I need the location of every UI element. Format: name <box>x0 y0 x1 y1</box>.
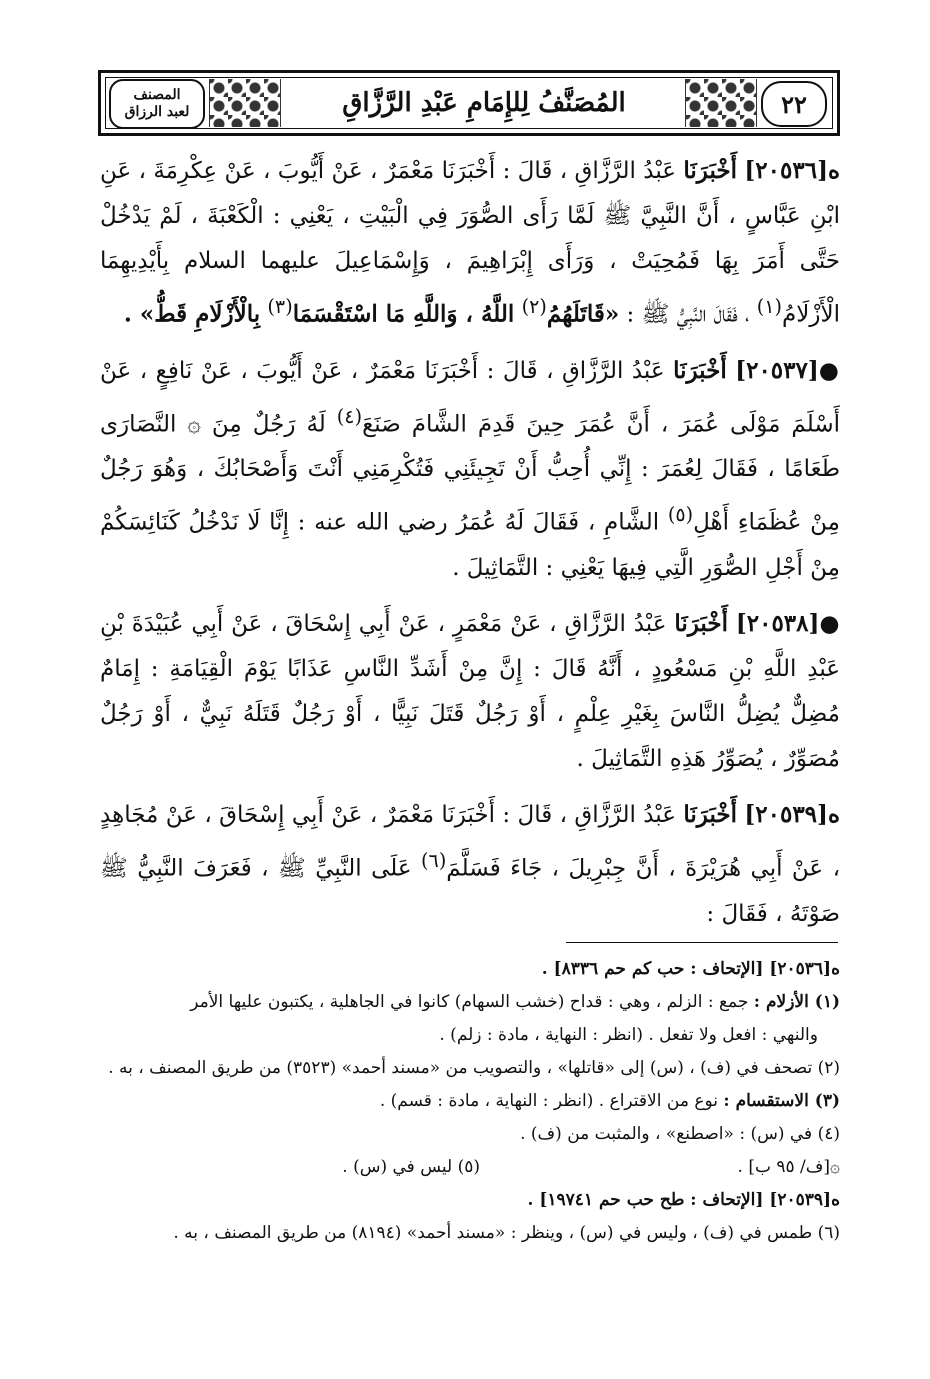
hadith-marker: ه <box>827 157 841 184</box>
ithaf-text: ه[٢٠٥٣٦] [الإتحاف : حب كم حم ٨٣٣٦] . <box>541 959 840 979</box>
page-number: ٢٢ <box>761 81 827 127</box>
logo-line-2: لعبد الرزاق <box>124 104 190 120</box>
hadith-text: عَبْدُ الرَّزَّاقِ ، قَالَ : أَخْبَرَنَا مَعْمَرٌ ، عَنْ أَبِي إِسْحَاقَ ، عَنْ مُجَاهِدٍ ، عَنْ أَبِي هُرَيْرَةَ ، أَنَّ جِبْرِيلَ ، جَاءَ فَسَلَّمَ <box>100 801 840 882</box>
hadith-20539 <box>100 792 840 937</box>
hadith-number: [٢٠٥٣٨] <box>735 609 820 637</box>
footnote-row <box>100 1153 840 1182</box>
folio-marker: ۞[ف/ ٩٥ ب] . <box>737 1157 840 1177</box>
akhbarana-word: أَخْبَرَنَا <box>673 356 727 384</box>
akhbarana-word: أَخْبَرَنَا <box>683 157 738 184</box>
hadith-number: [٢٠٥٣٧] <box>735 356 819 384</box>
hadith-number: [٢٠٥٣٦] <box>744 157 828 184</box>
footnote-1 <box>100 988 840 1017</box>
footnote-label: (٣) الاستقسام : <box>723 1091 840 1111</box>
footnote-5: (٥) ليس في (س) . <box>342 1157 480 1177</box>
ornament-left-icon <box>209 79 281 127</box>
hadith-20537 <box>100 348 840 591</box>
footnote-label: (١) الأزلام : <box>753 992 840 1012</box>
prophet-quote: «قَاتَلَهُمُ <box>546 300 620 328</box>
footnote-6: (٦) طمس في (ف) ، وليس في (س) ، وينظر : «مسند أحمد» (٨١٩٤) من طريق المصنف ، به . <box>173 1223 840 1243</box>
akhbarana-word: أَخْبَرَنَا <box>674 609 728 637</box>
hadith-text: عَبْدُ الرَّزَّاقِ ، قَالَ : أَخْبَرَنَا مَعْمَرٌ ، عَنْ أَيُّوبَ ، عَنْ نَافِعٍ ، عَنْ أَسْلَمَ مَوْلَى عُمَرَ ، أَنَّ عُمَرَ حِينَ قَدِمَ الشَّامَ صَنَعَ <box>100 357 840 438</box>
footnotes <box>100 955 840 1252</box>
footnote-ref: (٣) <box>267 295 293 318</box>
footnote-ref: (٢) <box>521 295 547 318</box>
footnote-ref: (٤) <box>336 404 363 428</box>
hadith-text: لَهُ رَجُلٌ مِنَ ۞ النَّصَارَى طَعَامًا ، فَقَالَ لِعُمَرَ : إِنِّي أُحِبُّ أَنْ تَجِيئَنِي فَتُكْرِمَنِي أَنْتَ وَأَصْحَابُكَ ، وَهُوَ رَجُلٌ مِنْ عُظَمَاءِ أَهْلِ <box>100 411 840 536</box>
prophet-quote: اللَّهُ ، وَاللَّهِ مَا اسْتَقْسَمَا <box>292 300 515 328</box>
footnote-1-continued: والنهي : افعل ولا تفعل . (انظر : النهاية ، مادة : زلم) . <box>439 1025 818 1045</box>
footnote-separator <box>566 942 838 943</box>
hadith-text: الشَّامِ ، فَقَالَ لَهُ عُمَرُ رضي الله عنه : إِنَّا لَا نَدْخُلُ كَنَائِسَكُمْ مِنْ أَجْلِ الصُّوَرِ الَّتِي فِيهَا يَعْنِي : التَّمَاثِيلَ . <box>100 509 840 581</box>
hadith-marker: ● <box>818 356 840 384</box>
book-logo <box>109 79 205 129</box>
main-text <box>100 148 840 947</box>
footnote-ref: (١) <box>756 295 783 318</box>
hadith-text: عَلَى النَّبِيِّ ﷺ ، فَعَرَفَ النَّبِيُّ ﷺ صَوْتَهُ ، فَقَالَ : <box>100 855 840 927</box>
footnote-ref: (٦) <box>421 848 447 872</box>
footnote-text: جمع : الزلم ، وهي : قداح (خشب السهام) كانوا في الجاهلية ، يكتبون عليها الأمر <box>190 992 749 1012</box>
footnote-ref: (٥) <box>667 503 694 527</box>
ornament-right-icon <box>685 79 757 127</box>
hadith-text: عَبْدُ الرَّزَّاقِ ، قَالَ : أَخْبَرَنَا مَعْمَرٌ ، عَنْ أَيُّوبَ ، عَنْ عِكْرِمَةَ ، عَنِ ابْنِ عَبَّاسٍ ، أَنَّ النَّبِيَّ ﷺ لَمَّا رَأَى الصُّوَرَ فِي الْبَيْتِ ، يَعْنِي : الْكَعْبَةَ ، لَمْ يَدْخُلْ حَتَّى أَمَرَ بِهَا فَمُحِيَتْ ، وَرَأَى إِبْرَاهِيمَ ، وَإِسْمَاعِيلَ عليهما السلام بِأَيْدِيهِمَا الْأَزْلَامُ <box>100 158 840 328</box>
ithaf-note <box>100 1186 840 1215</box>
akhbarana-word: أَخْبَرَنَا <box>683 800 737 828</box>
hadith-text: عَبْدُ الرَّزَّاقِ ، عَنْ مَعْمَرٍ ، عَنْ أَبِي إِسْحَاقَ ، عَنْ أَبِي عُبَيْدَةَ بْنِ عَبْدِ اللَّهِ بْنِ مَسْعُودٍ ، أَنَّهُ قَالَ : إِنَّ مِنْ أَشَدِّ النَّاسِ عَذَابًا يَوْمَ الْقِيَامَةِ : إِمَامٌ مُضِلٌّ يُضِلُّ النَّاسَ بِغَيْرِ عِلْمٍ ، أَوْ رَجُلٌ قَتَلَ نَبِيًّا ، أَوْ رَجُلٌ قَتَلَهُ نَبِيٌّ ، أَوْ رَجُلٌ مُصَوِّرٌ ، يُصَوِّرُ هَذِهِ التَّمَاثِيلَ . <box>100 610 840 772</box>
logo-line-1: المصنف <box>133 87 181 103</box>
page-header <box>98 70 840 136</box>
footnote-2: (٢) تصحف في (ف) ، (س) إلى «قاتلها» ، والتصويب من «مسند أحمد» (٣٥٢٣) من طريق المصنف ، به . <box>108 1058 840 1078</box>
hadith-text: ، فَقَالَ النَّبِيُّ ﷺ : <box>626 301 750 328</box>
ithaf-note <box>100 955 840 984</box>
footnote-3 <box>100 1087 840 1116</box>
hadith-20536 <box>100 148 840 338</box>
book-title: المُصَنَّفُ لِلإِمَامِ عَبْدِ الرَّزَّاقِ <box>342 88 626 118</box>
footnote-text: نوع من الاقتراع . (انظر : النهاية ، مادة : قسم) . <box>379 1091 718 1111</box>
hadith-marker: ه <box>827 800 840 828</box>
hadith-number: [٢٠٥٣٩] <box>744 800 828 828</box>
prophet-quote: بِالْأَزْلَامِ قَطُّ» . <box>123 300 261 328</box>
hadith-marker: ● <box>819 609 841 637</box>
hadith-20538 <box>100 601 840 782</box>
ithaf-text: ه[٢٠٥٣٩] [الإتحاف : طح حب حم ١٩٧٤١] . <box>527 1190 840 1210</box>
footnote-4: (٤) في (س) : «اصطنع» ، والمثبت من (ف) . <box>520 1124 840 1144</box>
